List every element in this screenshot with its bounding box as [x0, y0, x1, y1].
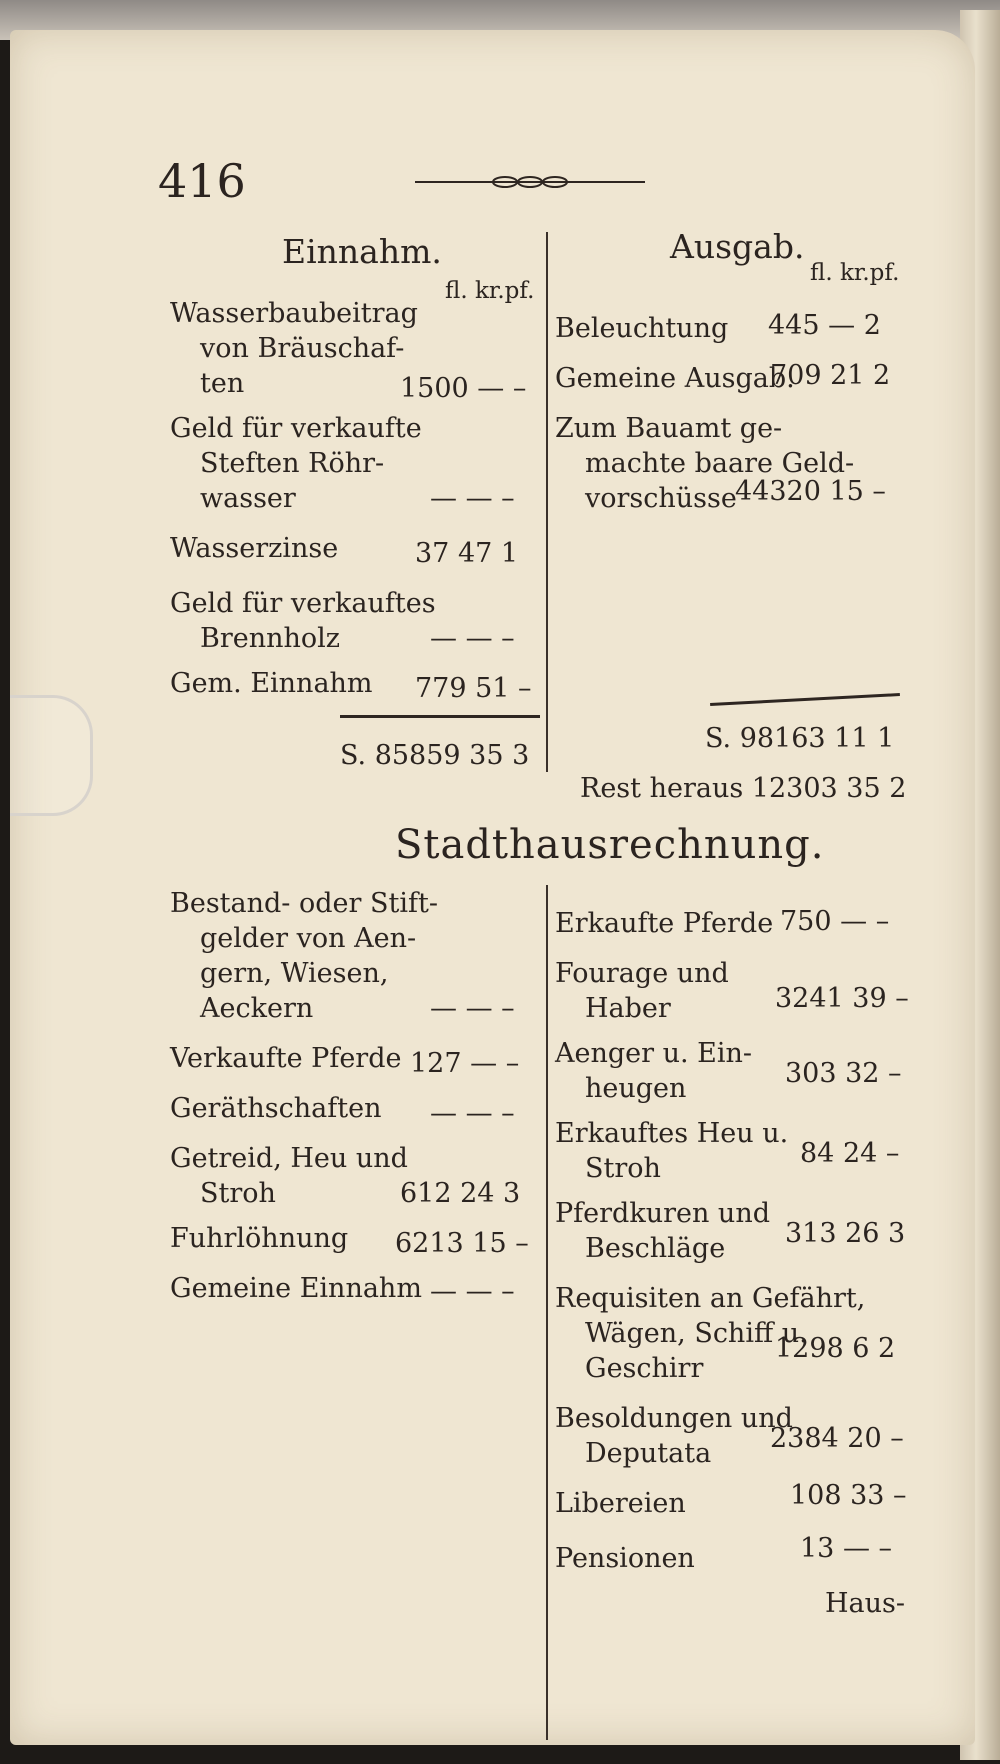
- entry-label: Beleuchtung: [555, 313, 729, 344]
- column-divider-top: [546, 232, 548, 772]
- entry-label: Gemeine Einnahm: [170, 1273, 422, 1304]
- einnahm-header: Einnahm.: [282, 232, 442, 271]
- book-page: [10, 30, 975, 1745]
- units-right: fl. kr.pf.: [810, 260, 900, 286]
- entry-label: vorschüsse: [585, 483, 737, 514]
- entry-value: 1500 — –: [400, 373, 527, 404]
- entry-label: Wasserbaubeitrag: [170, 298, 418, 329]
- entry-label: Requisiten an Gefährt,: [555, 1283, 866, 1314]
- entry-label: Getreid, Heu und: [170, 1143, 408, 1174]
- entry-value: 612 24 3: [400, 1178, 521, 1209]
- entry-label: ten: [200, 368, 245, 399]
- entry-value: — — –: [430, 993, 515, 1024]
- entry-label: Beschläge: [585, 1233, 726, 1264]
- sum-rule-left: [340, 715, 540, 718]
- entry-label: machte baare Geld-: [585, 448, 855, 479]
- entry-label: Verkaufte Pferde: [170, 1043, 402, 1074]
- entry-value: 1298 6 2: [775, 1333, 896, 1364]
- entry-label: Bestand- oder Stift-: [170, 888, 438, 919]
- entry-label: Geld für verkaufte: [170, 413, 422, 444]
- sum-rule-right: [710, 693, 900, 706]
- entry-value: 127 — –: [410, 1048, 520, 1079]
- entry-label: gelder von Aen-: [200, 923, 417, 954]
- sum-left: S. 85859 35 3: [340, 740, 530, 771]
- entry-label: Gemeine Ausgab.: [555, 363, 795, 394]
- entry-label: Stroh: [200, 1178, 276, 1209]
- catchword: Haus-: [825, 1588, 906, 1619]
- entry-label: Steften Röhr-: [200, 448, 385, 479]
- rest-heraus: Rest heraus 12303 35 2: [580, 773, 907, 804]
- entry-value: 6213 15 –: [395, 1228, 529, 1259]
- entry-value: — — –: [430, 1276, 515, 1307]
- entry-value: 84 24 –: [800, 1138, 900, 1169]
- column-divider-bottom: [546, 885, 548, 1740]
- entry-label: Aeckern: [200, 993, 314, 1024]
- entry-value: 44320 15 –: [735, 476, 886, 507]
- entry-label: Pferdkuren und: [555, 1198, 770, 1229]
- entry-value: — — –: [430, 1098, 515, 1129]
- entry-label: Deputata: [585, 1438, 712, 1469]
- entry-value: 303 32 –: [785, 1058, 902, 1089]
- entry-label: gern, Wiesen,: [200, 958, 389, 989]
- entry-label: Zum Bauamt ge-: [555, 413, 783, 444]
- entry-value: 2384 20 –: [770, 1423, 904, 1454]
- entry-label: Libereien: [555, 1488, 686, 1519]
- entry-label: Geschirr: [585, 1353, 704, 1384]
- entry-label: Geräthschaften: [170, 1093, 382, 1124]
- entry-value: 445 — 2: [768, 310, 881, 341]
- entry-label: Haber: [585, 993, 671, 1024]
- sum-right: S. 98163 11 1: [705, 723, 895, 754]
- entry-label: Gem. Einnahm: [170, 668, 373, 699]
- entry-label: Geld für verkauftes: [170, 588, 436, 619]
- entry-label: Wasserzinse: [170, 533, 339, 564]
- entry-value: — — –: [430, 623, 515, 654]
- entry-label: von Bräuschaf-: [200, 333, 405, 364]
- ausgab-header: Ausgab.: [670, 227, 805, 266]
- ornament-rule: [415, 172, 645, 192]
- entry-label: Stroh: [585, 1153, 661, 1184]
- page-clip: [10, 695, 93, 816]
- entry-value: 709 21 2: [770, 360, 891, 391]
- entry-value: 13 — –: [800, 1533, 893, 1564]
- section-title: Stadthausrechnung.: [395, 822, 825, 868]
- entry-value: — — –: [430, 483, 515, 514]
- entry-value: 108 33 –: [790, 1480, 907, 1511]
- entry-label: Wägen, Schiff u.: [585, 1318, 808, 1349]
- entry-label: Erkaufte Pferde: [555, 908, 774, 939]
- entry-label: Besoldungen und: [555, 1403, 793, 1434]
- entry-value: 313 26 3: [785, 1218, 906, 1249]
- entry-label: Fuhrlöhnung: [170, 1223, 349, 1254]
- entry-label: Erkauftes Heu u.: [555, 1118, 789, 1149]
- entry-label: heugen: [585, 1073, 687, 1104]
- page-number: 416: [158, 154, 246, 208]
- entry-label: Fourage und: [555, 958, 729, 989]
- entry-value: 779 51 –: [415, 673, 532, 704]
- entry-value: 750 — –: [780, 906, 890, 937]
- entry-label: Aenger u. Ein-: [555, 1038, 753, 1069]
- entry-label: Pensionen: [555, 1543, 695, 1574]
- entry-label: wasser: [200, 483, 296, 514]
- entry-value: 37 47 1: [415, 538, 519, 569]
- units-left: fl. kr.pf.: [445, 278, 535, 304]
- entry-label: Brennholz: [200, 623, 341, 654]
- entry-value: 3241 39 –: [775, 983, 909, 1014]
